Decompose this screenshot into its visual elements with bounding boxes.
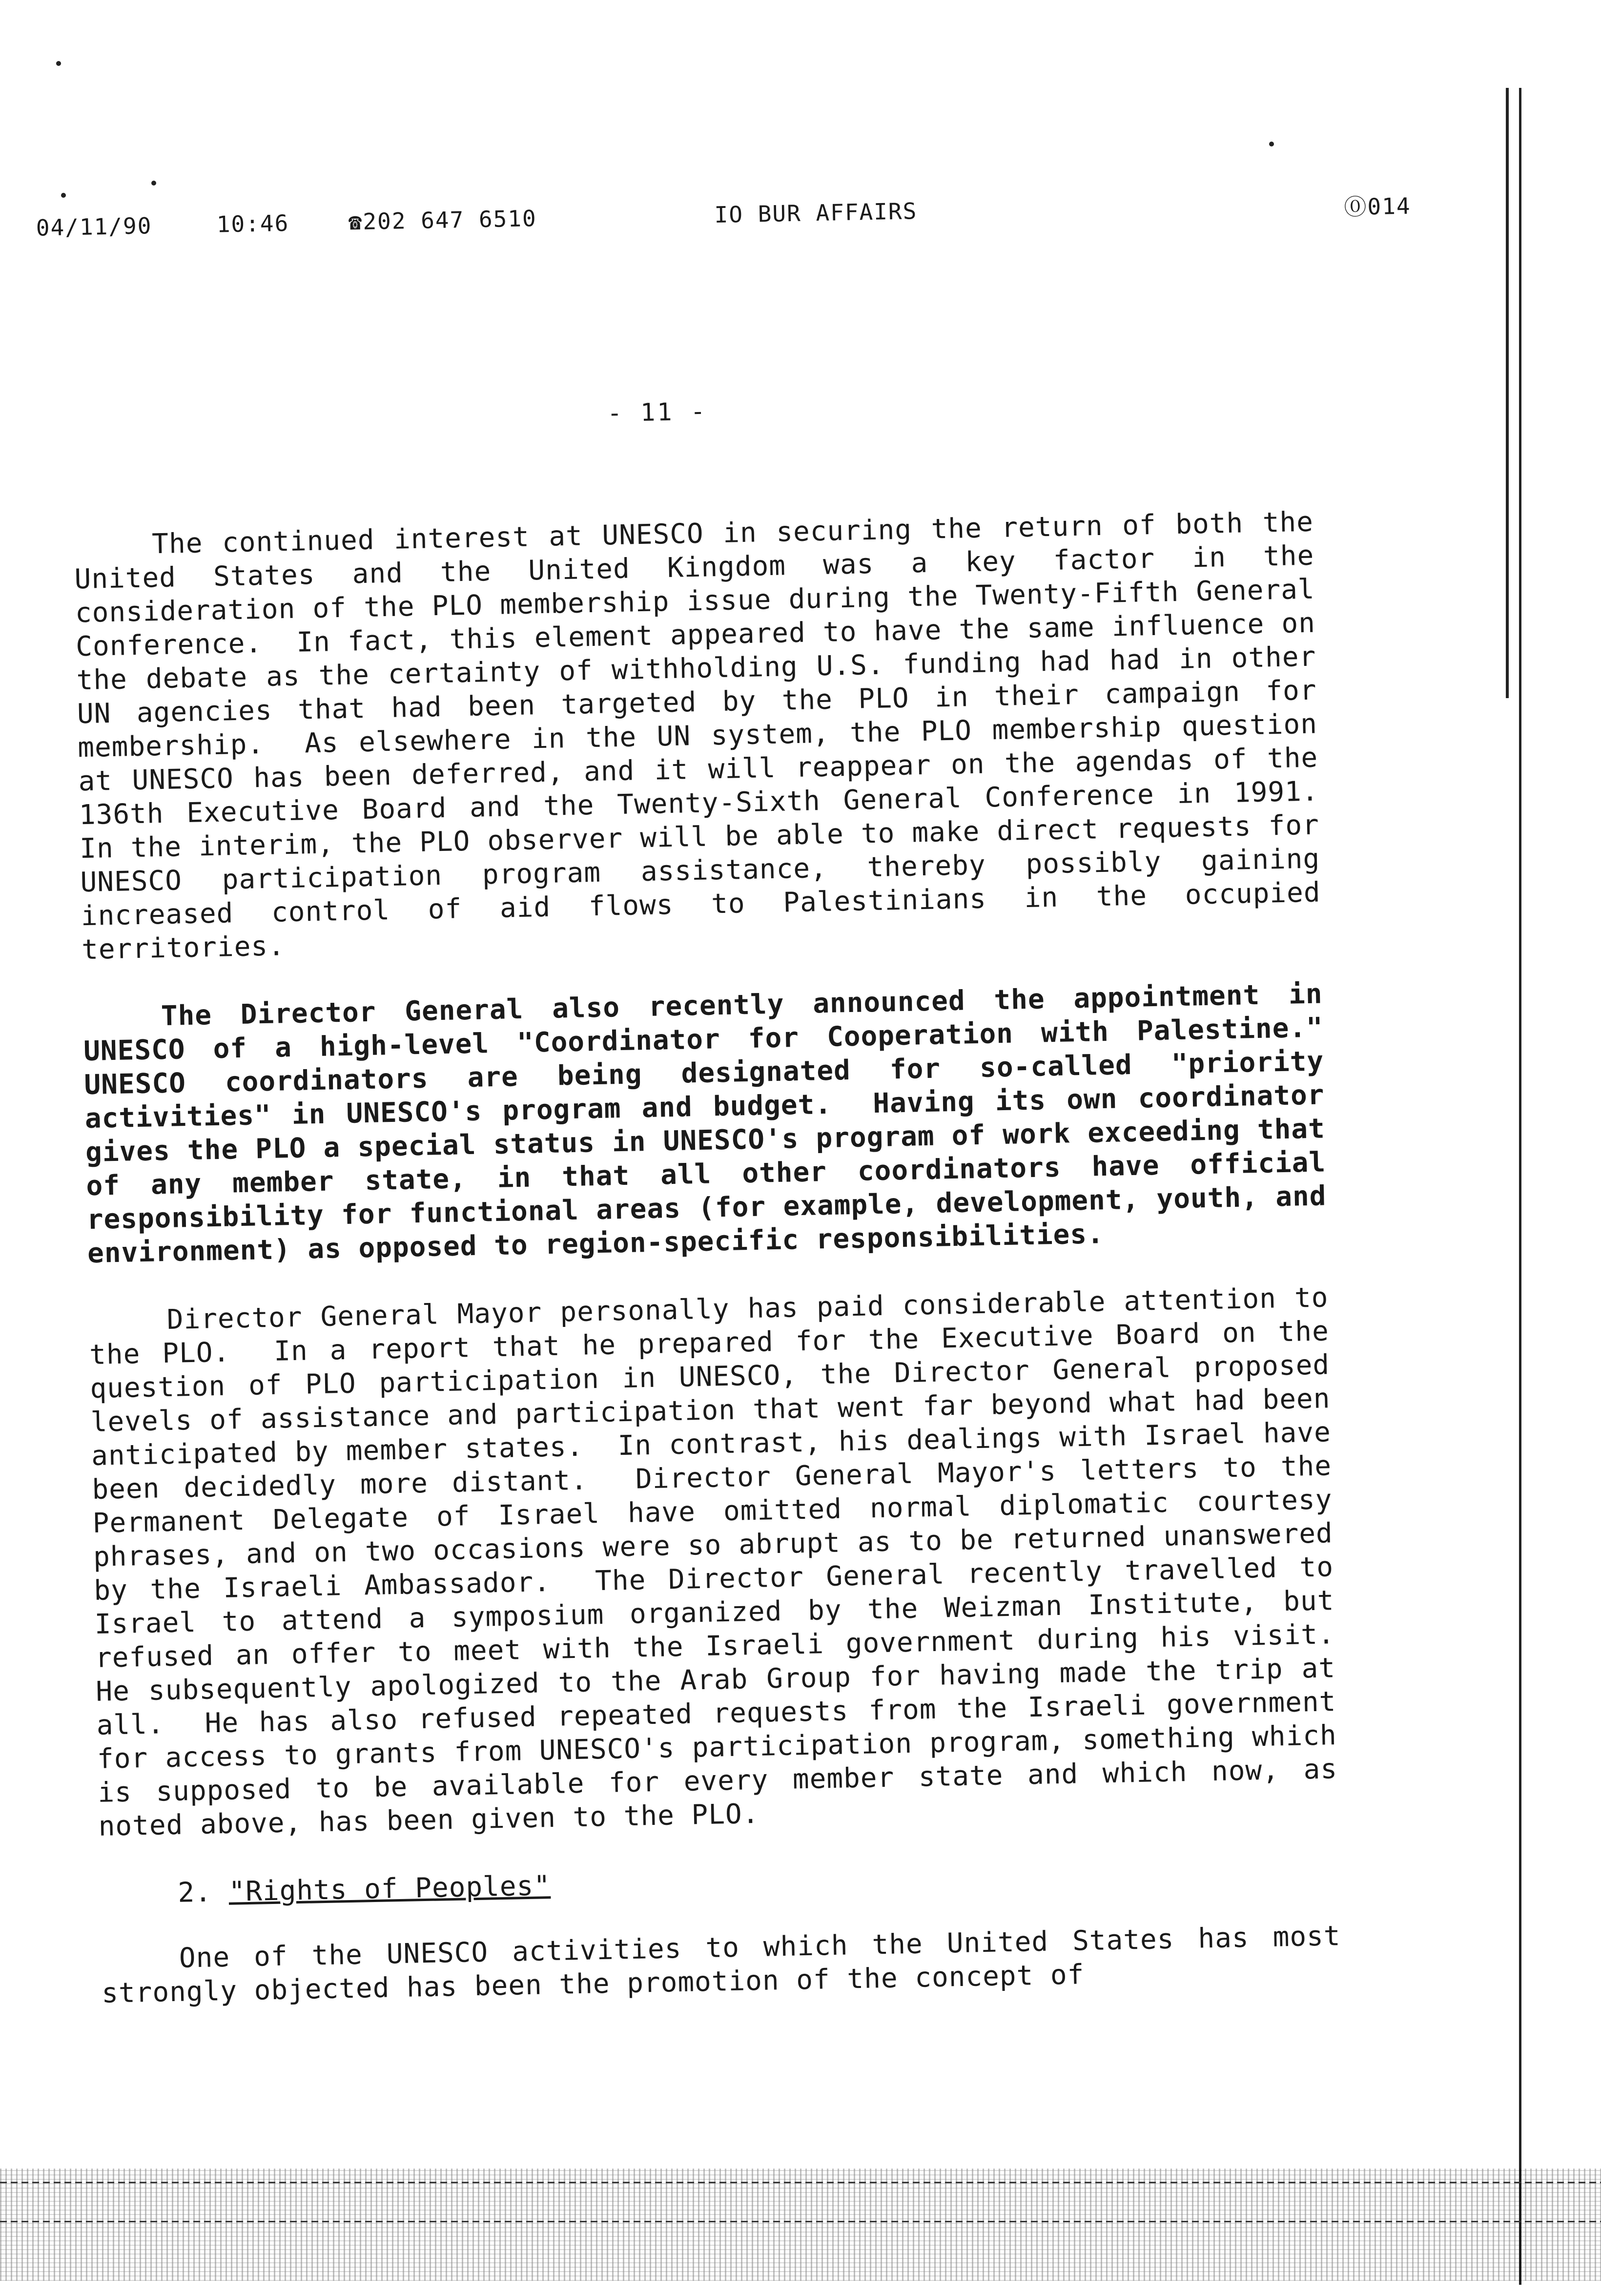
fax-speck (1269, 142, 1274, 146)
fax-scan-line (0, 2221, 1601, 2222)
fax-date: 04/11/90 (36, 212, 152, 241)
fax-time: 10:46 (216, 209, 289, 238)
fax-header (36, 187, 1452, 254)
fax-scan-line (0, 2182, 1601, 2183)
fax-phone-number: ☎202 647 6510 (348, 205, 537, 235)
fax-margin-line (1519, 88, 1521, 2285)
fax-office: IO BUR AFFAIRS (714, 198, 918, 228)
fax-speck (61, 193, 66, 198)
section-title: "Rights of Peoples" (228, 1870, 551, 1908)
fax-margin-line (1506, 88, 1509, 698)
fax-scan-noise (0, 2169, 1601, 2281)
section-number: 2. (177, 1876, 212, 1909)
paragraph-coordinator: The Director General also recently announced the appointment in UNESCO of a high-level "Coordinator for Cooperation with Palestine." UNESCO coordinators are being designated for so-called "priority activities" in UNESCO's program and budget. Having its own coordinator gives the PLO a special status in UNESCO's program of work exceeding that of any member state, in that all other coordinators have official responsibility for functional areas (for example, development, youth, and environment) as opposed to region-specific responsibilities. (83, 977, 1357, 1270)
fax-page-code: ⓪014 (1343, 192, 1412, 221)
page-number: - 11 - (607, 397, 708, 428)
fax-speck (56, 61, 61, 66)
paragraph-rights-of-peoples: One of the UNESCO activities to which the United States has most strongly objected has been the promotion of the concept of (101, 1920, 1358, 2009)
paragraph-plo-membership: The continued interest at UNESCO in securing the return of both the United States and the United Kingdom was a key factor in the consideration of the PLO membership issue during the Twenty-Fifth General Conference. In fact, this element appeared to have the same influence on the debate as the certainty of withholding U.S. funding had had in other UN agencies that had been targeted by the PLO in their campaign for membership. As elsewhere in the UN system, the PLO membership question at UNESCO has been deferred, and it will reappear on the agendas of the 136th Executive Board and the Twenty-Sixth General Conference in 1991. In the interim, the PLO observer will be able to make direct requests for UNESCO participation program assistance, thereby possibly gaining increased control of aid flows to Palestinians in the occupied territories. (74, 505, 1353, 966)
section-heading (178, 1854, 1340, 1910)
paragraph-director-general: Director General Mayor personally has paid considerable attention to the PLO. In a report that he prepared for the Executive Board on the question of PLO participation in UNESCO, the Director General proposed levels of assistance and participation that went far beyond what had been anticipated by member states. In contrast, his dealings with Israel have been decidedly more distant. Director General Mayor's letters to the Permanent Delegate of Israel have omitted normal diplomatic courtesy phrases, and on two occasions were so abrupt as to be returned unanswered by the Israeli Ambassador. The Director General recently travelled to Israel to attend a symposium organized by the Weizman Institute, but refused an offer to meet with the Israeli government during his visit. He subsequently apologized to the Arab Group for having made the trip at all. He has also refused repeated requests from the Israeli government for access to grants from UNESCO's participation program, something which is supposed to be available for every member state and which now, as noted above, has been given to the PLO. (89, 1281, 1369, 1842)
document-body (74, 505, 1369, 2010)
fax-speck (151, 181, 156, 186)
